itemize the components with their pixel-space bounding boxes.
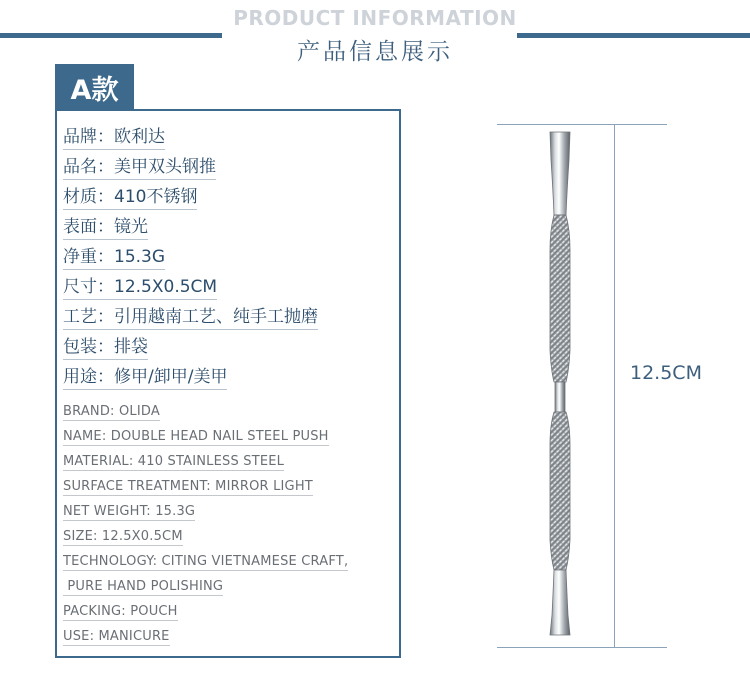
cn-spec-use: 用途：修甲/卸甲/美甲	[63, 366, 227, 390]
en-spec-packing: PACKING: POUCH	[63, 604, 178, 619]
cn-spec-size: 尺寸：12.5X0.5CM	[63, 276, 217, 300]
cn-spec-packing: 包装：排袋	[63, 336, 148, 360]
cn-spec-technology: 工艺：引用越南工艺、纯手工抛磨	[63, 306, 318, 330]
variant-badge: A款	[55, 64, 134, 111]
cn-spec-weight: 净重：15.3G	[63, 246, 165, 270]
en-spec-name: NAME: DOUBLE HEAD NAIL STEEL PUSH	[63, 429, 329, 444]
chinese-title: 产品信息展示	[297, 39, 453, 65]
cn-spec-name: 品名：美甲双头钢推	[63, 156, 216, 180]
english-title: PRODUCT INFORMATION	[233, 6, 517, 30]
en-spec-material: MATERIAL: 410 STAINLESS STEEL	[63, 454, 285, 469]
en-spec-technology: TECHNOLOGY: CITING VIETNAMESE CRAFT,	[63, 554, 349, 569]
en-spec-size: SIZE: 12.5X0.5CM	[63, 529, 183, 544]
cn-spec-surface: 表面：镜光	[63, 216, 148, 240]
dimension-line-vertical	[614, 124, 615, 648]
nail-pusher-image	[530, 120, 590, 652]
en-spec-brand: BRAND: OLIDA	[63, 404, 160, 419]
cn-spec-brand: 品牌：欧利达	[63, 126, 165, 150]
cn-spec-material: 材质：410不锈钢	[63, 186, 197, 210]
dimension-label: 12.5CM	[630, 362, 702, 384]
en-spec-weight: NET WEIGHT: 15.3G	[63, 504, 196, 519]
en-spec-technology-cont: PURE HAND POLISHING	[63, 579, 224, 594]
en-spec-surface: SURFACE TREATMENT: MIRROR LIGHT	[63, 479, 313, 494]
en-spec-use: USE: MANICURE	[63, 629, 170, 644]
